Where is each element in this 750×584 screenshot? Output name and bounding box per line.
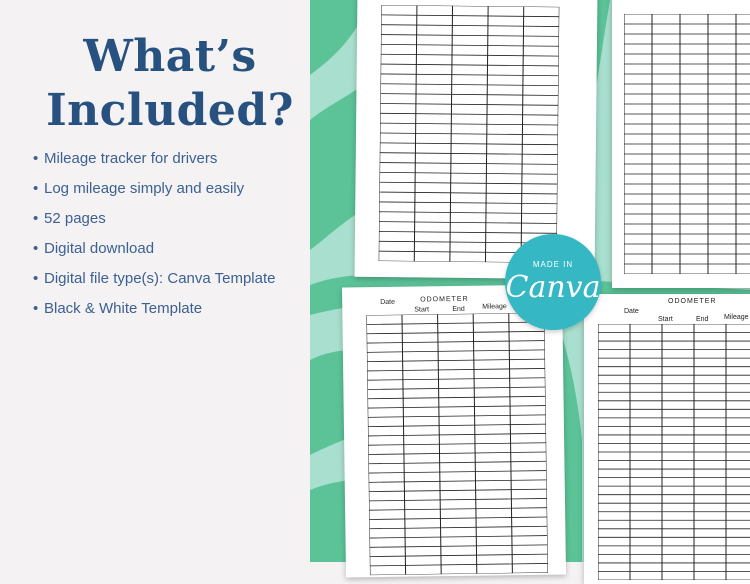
grid-row-line <box>368 443 546 445</box>
mileage-label: Mileage <box>482 303 507 311</box>
mileage-label: Mileage <box>724 314 749 321</box>
grid-row-line <box>369 536 547 538</box>
grid-row-line <box>368 433 546 435</box>
grid-lines <box>366 313 548 575</box>
grid-row-line <box>369 517 547 519</box>
grid-row-line <box>381 35 559 37</box>
log-grid <box>598 324 750 580</box>
date-label: Date <box>624 308 639 315</box>
grid-row-line <box>379 202 557 204</box>
grid-row-line <box>369 480 547 482</box>
page-title <box>0 30 340 138</box>
grid-row-line <box>369 508 547 510</box>
grid-row-line <box>379 231 557 233</box>
grid-row-line <box>380 163 558 165</box>
grid-row-line <box>367 368 545 370</box>
feature-list <box>33 144 276 324</box>
grid-row-line <box>379 192 557 194</box>
grid-row-line <box>381 74 559 76</box>
grid-row-line <box>380 143 558 145</box>
grid-row-line <box>369 498 547 500</box>
grid-row-line <box>370 545 548 547</box>
grid-row-line <box>369 526 547 528</box>
end-label: End <box>696 316 709 323</box>
grid-row-line <box>367 359 545 361</box>
grid-row-line <box>368 461 546 463</box>
feature-item: • Digital file type(s): Canva Template <box>33 264 276 294</box>
start-label: Start <box>658 316 673 323</box>
date-label: Date <box>380 298 396 307</box>
grid-row-line <box>370 554 548 556</box>
made-in-canva-badge <box>505 234 601 330</box>
feature-item: • Digital download <box>33 234 276 264</box>
grid-row-line <box>368 424 546 426</box>
template-page <box>612 0 750 288</box>
badge-small-text: MADE IN <box>532 260 574 269</box>
grid-row-line <box>381 44 559 46</box>
end-label: End <box>452 305 465 314</box>
template-page <box>342 284 566 577</box>
grid-row-line <box>369 489 547 491</box>
grid-row-line <box>381 15 559 17</box>
grid-row-line <box>368 396 546 398</box>
grid-row-line <box>367 378 545 380</box>
grid-row-line <box>368 415 546 417</box>
template-page <box>584 294 750 584</box>
feature-item: • 52 pages <box>33 204 276 234</box>
grid-row-line <box>381 84 559 86</box>
feature-item: • Black & White Template <box>33 294 276 324</box>
grid-row-line <box>379 182 557 184</box>
grid-row-line <box>380 113 558 115</box>
feature-item: • Mileage tracker for drivers <box>33 144 276 174</box>
grid-row-line <box>368 406 546 408</box>
grid-lines <box>598 324 750 580</box>
grid-row-line <box>370 563 548 565</box>
grid-row-line <box>367 331 545 333</box>
grid-row-line <box>367 341 545 343</box>
grid-row-line <box>381 64 559 66</box>
log-grid <box>379 5 560 263</box>
grid-row-line <box>381 54 559 56</box>
info-panel <box>0 0 310 562</box>
grid-row-line <box>379 222 557 224</box>
log-grid <box>366 313 548 575</box>
title-line-1: What’s <box>83 31 257 82</box>
start-label: Start <box>414 306 430 314</box>
odometer-label: ODOMETER <box>668 298 717 305</box>
grid-row-line <box>367 387 545 389</box>
grid-row-line <box>380 172 558 174</box>
grid-row-line <box>369 471 547 473</box>
feature-item: • Log mileage simply and easily <box>33 174 276 204</box>
grid-row-line <box>380 133 558 135</box>
grid-row-line <box>368 452 546 454</box>
grid-row-line <box>380 94 558 96</box>
grid-lines <box>624 14 750 274</box>
odometer-label: ODOMETER <box>420 295 469 304</box>
grid-row-line <box>381 5 559 7</box>
grid-row-line <box>367 350 545 352</box>
grid-row-line <box>381 25 559 27</box>
badge-brand-text: Canva <box>505 270 601 305</box>
grid-lines <box>379 5 560 263</box>
log-grid <box>624 14 750 274</box>
title-line-2: Included? <box>46 85 294 136</box>
grid-row-line <box>380 153 558 155</box>
grid-row-line <box>370 573 548 575</box>
grid-row-line <box>379 212 557 214</box>
grid-row-line <box>380 103 558 105</box>
grid-row-line <box>380 123 558 125</box>
grid-row-line <box>367 322 545 324</box>
